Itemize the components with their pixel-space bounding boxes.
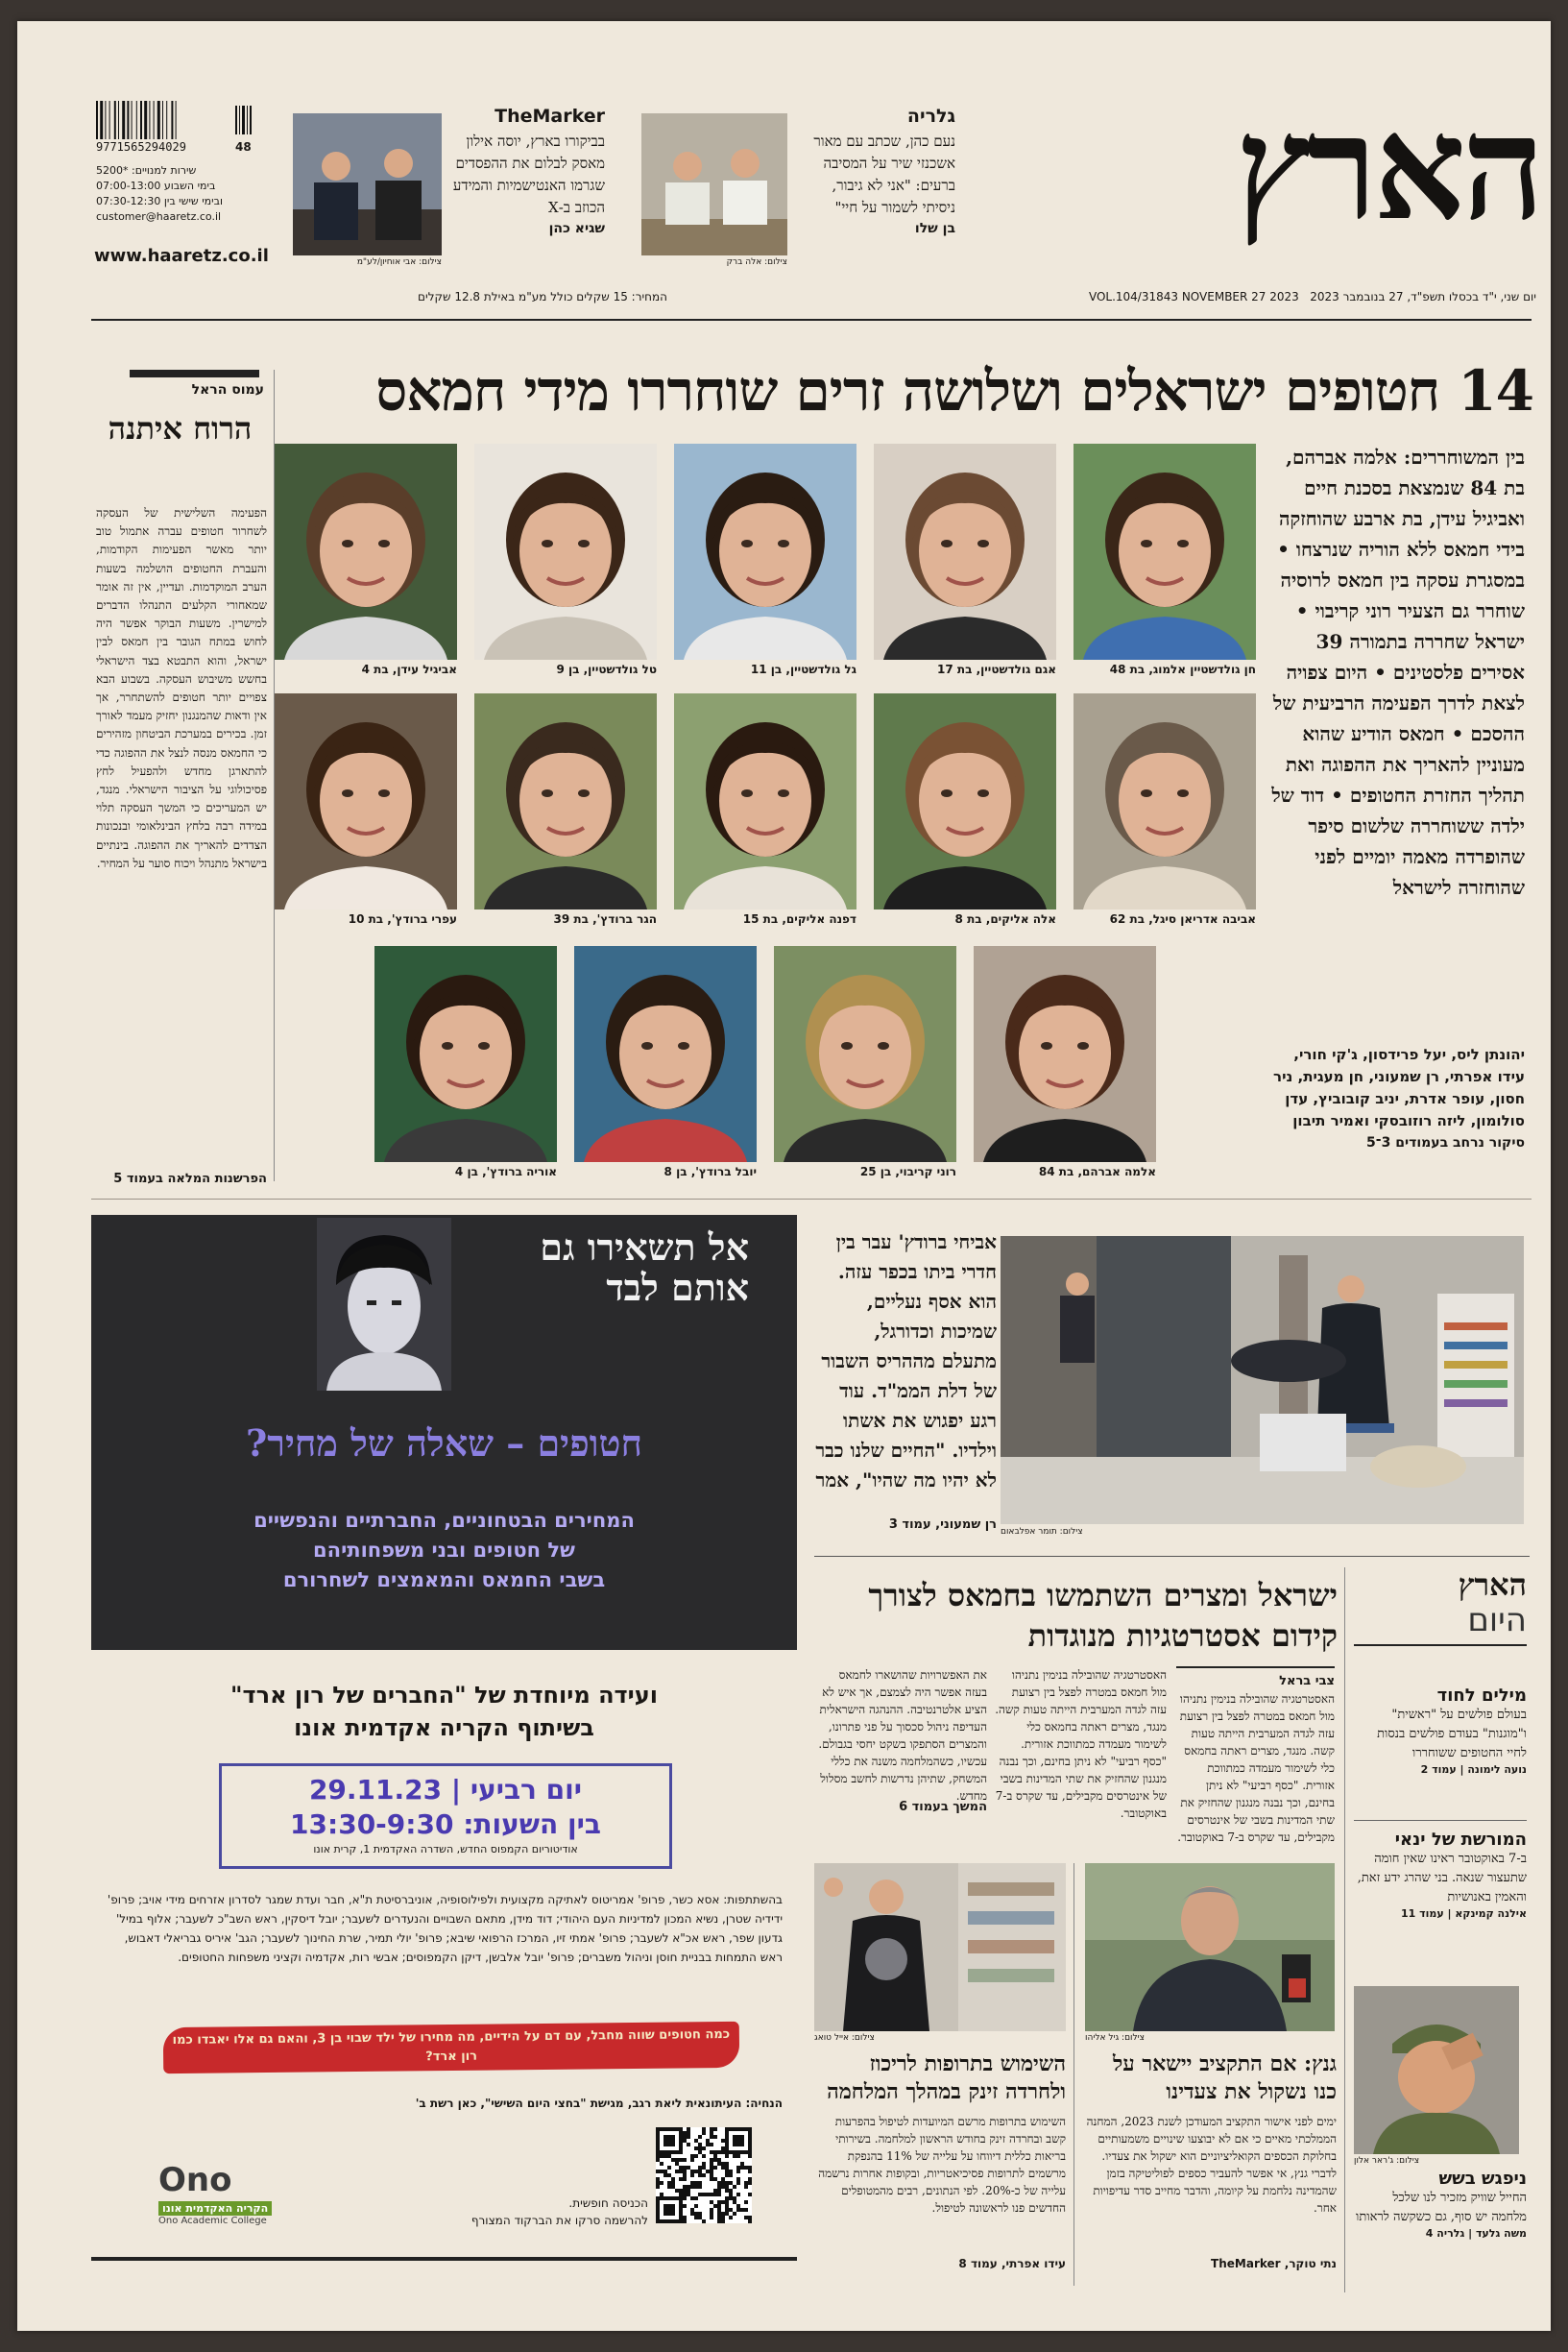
hostage-portrait [374, 946, 557, 1162]
ad-subtitle-line: בשבי החמאס והמאמצים לשחרורם [282, 1568, 606, 1591]
gallery-credit: צילום: אלה ברק [726, 257, 787, 267]
themarker-text: בביקורו בארץ, יוסה אילון מאסק לבלום את ההפסדים שגרמו האנטישמיות והמידע הכוזב ב-X [452, 133, 605, 216]
logo-text: הארץ [1235, 84, 1541, 253]
ritalin-text: השימוש בתרופות מרשם המיועדות לטיפול בהפרעות קשב ובחרדה זינק בחודש הראשון למלחמה. בשירותי בריאות כללית דיווחו על עלייה של 11% בהנפקת מרשמים לתרופות פסיכיאטריות, ובקופות אחרות נרשמה עלייה של כ-20%. לפי הנתונים, רבים מהמטופלים החדשים פנו לראשונה לטיפול. [818, 2115, 1066, 2215]
hostage-portrait [674, 444, 856, 660]
hostage-portrait [275, 444, 457, 660]
today-item-text: ב-7 באוקטובר ראינו שאין חומה שתעצור שנאה. בני שהרג ידע זאת, והאמין באנושיות [1357, 1852, 1527, 1904]
gantz-photo [1085, 1863, 1335, 2031]
today-item-title: מילים לחוד [1436, 1685, 1527, 1706]
barcode-icon [96, 101, 230, 139]
ad-red-banner [163, 2022, 739, 2073]
today-divider [1354, 1820, 1527, 1821]
ono-logo-english: Ono Academic College [158, 2216, 267, 2226]
lead-more[interactable]: סיקור נרחב בעמודים 3־5 [1366, 1135, 1525, 1151]
feature-photo [1001, 1236, 1524, 1524]
masthead-logo [1003, 84, 1541, 253]
hostage-portrait [674, 693, 856, 909]
service-line: בימי השבוע 07:00-13:00 [96, 180, 216, 192]
lead-credits: יהונתן ליס, יעל פרידסון, ג'קי חורי, עידו אפרתי, רן שמעוני, חן מעגית, ניר חסון, עופר אדרת, יניב קובוביץ, עדן סולומון, ליזה רוזובסקי ואמיר תיבון [1273, 1046, 1525, 1129]
today-brand-top: הארץ [1458, 1566, 1527, 1603]
portrait-caption: יובל ברודץ', בן 8 [663, 1165, 757, 1178]
portrait-caption: גל גולדשטיין, בן 11 [750, 663, 856, 676]
hostage-portrait [574, 946, 757, 1162]
dateline-row [970, 290, 1536, 303]
feature-text: אביחי ברודץ' עבר בין חדרי ביתו בכפר עזה. הוא אסף נעליים, שמיכות וכדורגל, מתעלם מההריס השבור של דלת הממ"ד. עוד רגע יפגוש את אשתו וילדיו. "החיים שלנו כבר לא יהיו מה שהיו", אמר [815, 1230, 997, 1491]
ad-event [91, 1679, 797, 1744]
ad-banner-text: כמה חטופים שווה מחבל, עם דם על הידיים, מה מחירו של ילד שבוי בן 3, והאם גם אלו יאבדו כמו רון ארד? [172, 2026, 731, 2065]
today-item[interactable] [1354, 1685, 1527, 1776]
portrait-caption: חן גולדשטיין אלמוג, בת 48 [1109, 663, 1256, 676]
today-item-author: משה גלעד | גלריה 4 [1425, 2227, 1527, 2240]
ono-logo [158, 2163, 302, 2226]
hostage-portrait [275, 693, 457, 909]
ritalin-photo-credit: צילום: אייל טואג [814, 2033, 875, 2043]
portrait-caption: אלה אליקים, בת 8 [954, 912, 1056, 926]
ad-subtitle-line: המחירים הבטחוניים, החברתיים והנפשיים [253, 1509, 635, 1532]
ad-registration-text: להרשמה סרקו את הברקוד המצורף [470, 2214, 648, 2227]
qr-code[interactable] [656, 2127, 752, 2223]
today-item-author: אילנה קמינקא | עמוד 11 [1400, 1907, 1527, 1920]
ad-subtitle-line: של חטופים ובני משפחותיהם [313, 1539, 575, 1562]
themarker-author: שגיא כהן [548, 221, 605, 236]
ad-moderator: הנחיה: העיתונאית ליאת רגב, מגישת "בחצי היום השישי", כאן רשת ב' [415, 2097, 783, 2110]
portrait-caption: אוריה ברודץ', בן 4 [454, 1165, 557, 1178]
today-photo-credit: צילום: ג'ראר אלון [1354, 2156, 1420, 2166]
gallery-text: נעם כהן, שכתב עם מאור אשכנזי שיר על המסיבה ברעים: "אני לא גיבור, ניסיתי לשמור על חיי" [813, 133, 955, 216]
gantz-text: ימים לפני אישור התקציב המעודכן לשנת 2023, המחנה הממלכתי מאיים כי אם לא יבוצעו שינויים משמעותיים בחלוקת הכספים הקואליציוניים הוא ישקול את צעדיו. לדברי גנץ, אי אפשר להעביר כספים לפוליטיקה בזמן שהמדינה נלחמת על קיומה, והדבר מחייב סדר עדיפויות אחר. [1086, 2115, 1337, 2215]
price: המחיר: 15 שקלים כולל מע"מ באילת 12.8 שקלים [418, 290, 667, 303]
today-brand-bottom: היום [1467, 1601, 1527, 1639]
service-line: customer@haaretz.co.il [96, 210, 222, 223]
ono-logo-hebrew: הקריה האקדמית אונו [158, 2201, 272, 2216]
lead-headline[interactable]: 14 חטופים ישראלים ושלושה זרים שוחררו מידי חמאס [375, 358, 1533, 424]
ad-event-line: ועידה מיוחדת של "החברים של רון ארד" [230, 1682, 658, 1709]
portrait-caption: רוני קריבוי, בן 25 [859, 1165, 956, 1178]
themarker-teaser[interactable] [451, 106, 605, 236]
volume-number: VOL.104/31843 NOVEMBER 27 2023 [1088, 290, 1299, 303]
today-item-text: החייל שוויק מזכיר לנו שלכל מלחמה יש סוף, גם כשקשה לראותו [1356, 2191, 1527, 2224]
strategy-text-left: את האפשרויות שהושארו לחמאס בעזה אפשר היה לצמצם, אך איש לא הציע אלטרנטיבה. ההנהגה הישראלית העדיפה ניהול סכסוך על פני פתרונו, והמצרים הסתפקו בשקט יחסי בגבולם. עכשיו, כשהמלחמה משנה את כללי המשחק, שתיהן נדרשות לחשב מסלול מחדש. [818, 1668, 987, 1803]
ad-title: חטופים – שאלה של מחיר? [246, 1421, 642, 1465]
ad-portrait-illustration [317, 1218, 451, 1391]
today-item-author: נועה לימונה | עמוד 2 [1420, 1763, 1527, 1776]
ad-venue: אודיטוריום הקמפוס החדש, השדרה האקדמית 1, קרית אונו [313, 1843, 578, 1855]
themarker-kicker: TheMarker [495, 106, 605, 127]
gallery-author: בן שלו [914, 221, 955, 236]
lead-body: בין המשוחררים: אלמה אברהם, בת 84 שנמצאת בסכנת חיים ואביגיל עידן, בת ארבע שהוחזקה בידי חמאס ללא הוריה שנרצחו • במסגרת עסקה בין חמאס לרוסיה שוחרר גם הצעיר רוני קריבוי • ישראל שחררה בתמורה 39 אסירים פלסטינים • היום צפויה לצאת לדרך הפעימה הרביעית של ההסכם • חמאס הודיע שהוא מעוניין להאריך את ההפוגה ואת תהליך החזרת החטופים • דוד של ילדה ששוחררה שלשום סיפר שהופרדה מאמה יומיים לפני שהוחזרה לישראל [1271, 446, 1525, 899]
ad-slogan: אל תשאירו גם אותם לבד [540, 1225, 749, 1309]
ad-event-line: בשיתוף הקריה אקדמית אונו [294, 1714, 594, 1741]
hostage-portrait [774, 946, 956, 1162]
strategy-text-middle: האסטרטגיה שהובילה בנימין נתניהו מול חמאס במטרה לפצל בין רצועת עזה לגדה המערבית הייתה טעות קשה. מנגד, מצרים ראתה בחמאס כלי לשימור מעמדה כמתווכת אזורית. "כסף רביעי" לא ניתן בחינם, וכך נבנה מנגנון שהחזיק את שתי המדינות בשבי של אינטרסים מקבילים, עד שקרס ב-7 באוקטובר. [995, 1668, 1167, 1820]
today-item[interactable] [1354, 2169, 1527, 2240]
feature-author[interactable]: רן שמעוני, עמוד 3 [888, 1517, 997, 1532]
column-more[interactable]: הפרשנות המלאה בעמוד 5 [113, 1172, 267, 1186]
hostage-portrait [474, 693, 657, 909]
strategy-author: צבי בראל [1176, 1666, 1335, 1688]
portrait-caption: אגם גולדשטיין, בת 17 [937, 663, 1056, 676]
service-line: שירות למנויים: *5200 [96, 164, 197, 177]
hostage-portrait [974, 946, 1156, 1162]
mini-barcode [235, 106, 254, 134]
today-item-title: ניפגש בשש [1438, 2169, 1527, 2189]
themarker-credit: צילום: אבי אוחיון/לע"מ [356, 257, 442, 267]
strategy-more[interactable]: המשך בעמוד 6 [899, 1800, 987, 1814]
portrait-caption: טל גולדשטיין, בן 9 [556, 663, 657, 676]
portrait-caption: אביבה אדריאן סיגל, בת 62 [1109, 912, 1256, 926]
ad-free-entry: הכניסה חופשית. [568, 2196, 648, 2210]
ritalin-photo [814, 1863, 1066, 2031]
column-author: עמוס הראל [191, 382, 264, 398]
fold-line [91, 1199, 1532, 1200]
column-bar [130, 370, 259, 377]
barcode-number: 9771565294029 [96, 140, 186, 154]
hostage-portrait [874, 444, 1056, 660]
qr-code-icon [656, 2127, 752, 2223]
strategy-text-right: האסטרטגיה שהובילה בנימין נתניהו מול חמאס במטרה לפצל בין רצועת עזה לגדה המערבית הייתה טעות קשה. מנגד, מצרים ראתה בחמאס כלי לשימור מעמדה כמתווכת אזורית. "כסף רביעי" לא ניתן בחינם, וכך נבנה מנגנון שהחזיק את שתי המדינות בשבי של אינטרסים מקבילים, עד שקרס ב-7 באוקטובר. [1177, 1692, 1335, 1844]
gantz-author: נתי טוקר, TheMarker [1211, 2257, 1337, 2270]
portrait-caption: אלמה אברהם, בת 84 [1038, 1165, 1156, 1178]
ad-registration [403, 2194, 648, 2229]
service-line: ובימי שישי בין 07:30-12:30 [96, 195, 223, 207]
today-item[interactable] [1354, 1830, 1527, 1920]
column-title[interactable]: הרוח איתנה [108, 410, 253, 447]
portrait-caption: דפנה אליקים, בת 15 [742, 912, 856, 926]
ad-subtitle [91, 1506, 797, 1595]
hostage-portrait [874, 693, 1056, 909]
ritalin-headline[interactable]: השימוש בתרופות לריכוז ולחרדה זינק במהלך המלחמה [827, 2051, 1066, 2104]
hostage-portrait [1073, 444, 1256, 660]
website-link[interactable]: www.haaretz.co.il [94, 246, 269, 266]
column-divider [274, 370, 275, 1181]
section-rule [814, 1556, 1530, 1557]
portrait-caption: הגר ברודץ', בת 39 [553, 912, 657, 926]
strategy-headline[interactable]: ישראל ומצרים השתמשו בחמאס לצורך קידום אסטרטגיות מנוגדות [868, 1577, 1338, 1654]
gallery-photo [641, 113, 787, 255]
column-body: הפעימה השלישית של העסקה לשחרור חטופים עברה אתמול טוב יותר מאשר הפעימות הקודמות, והעברת החטופים הושלמה בשעות הערב המוקדמות. ועדיין, אין זה אומר שמאחורי הקלעים התנהלו הדברים למישרין. משעות הבוקר אפשר היה לחוש במתח הגובר בין חמאס לבין ישראל, והוא התבטא בצד הישראלי בחשש משיבוש העסקה. בשבוע הבא צפויים יותר חטופים להשתחרר, אך אין ודאות שהמנגנון יחזיק מעמד לאורך זמן. בכירים במערכת הביטחון מזהירים כי החמאס מנסה לנצל את ההפוגה כדי להתארגן מחדש ולהפעיל לחץ פסיכולוגי על הציבור הישראלי. מנגד, יש המעריכים כי המשך העסקה תלוי במידה רבה בלחץ הבינלאומי ובנכונות הצדדים להאריך את ההפוגה. בינתיים בישראל מתנהל ויכוח סוער על המחיר. [96, 506, 267, 870]
hostage-portrait [474, 444, 657, 660]
today-column-divider [1344, 1567, 1345, 2292]
today-item-text: בעולם פולשים על "ראשית" ו"מוגנות" בעודם פולשים בנסות לחיי החטופים ששוחררו [1377, 1708, 1527, 1760]
gantz-headline[interactable]: גנץ: אם התקציב יישאר על כנו נשקול את צעדינו [1112, 2051, 1337, 2104]
today-brand [1354, 1567, 1527, 1646]
themarker-photo [293, 113, 442, 255]
bottom-divider [1073, 1863, 1074, 2286]
hostage-portrait [1073, 693, 1256, 909]
dateline: יום שני, י"ד בכסלו תשפ"ד, 27 בנובמבר 2023 [1310, 290, 1536, 303]
portrait-caption: עפרי ברודץ', בת 10 [348, 912, 457, 926]
gallery-kicker: גלריה [906, 106, 955, 127]
today-photo-schweik [1354, 1986, 1519, 2154]
issue-number: 48 [235, 140, 252, 154]
gantz-photo-credit: צילום: גיל אליהו [1085, 2033, 1145, 2043]
ad-bottom-rule [91, 2257, 797, 2261]
ad-participants: בהשתתפות: אסא כשר, פרופ' אמריטוס לאתיקה מקצועית ולפילוסופיה, אוניברסיטת ת"א, חבר ועדת שמגר לסדרון אזרחים מידי אויב; פרופ' ידידיה שטרן, נשיא המכון למדיניות העם היהודי; דוד מידן, מתאם השבויים והנעדרים לשעבר; יובל דיסקין, ראש השב"כ לשעבר; אלוף במיל' גדעון שפר, ראש אכ"א לשעבר; פרופ' אמתי זיו, המרכז הרפואי שיבא; פרופ' יולי תמיר, שרת החינוך לשעבר; הגב' איריס גבריאלי דאבוש, ראש התמחות בבניית חוסן וניהול משברים; פרופ' יובל אלבשן, דיקן הקמפוסים; אבשי רות, אקדמיה וקציני משפחות החטופים. [107, 1893, 783, 1964]
ad-date: יום רביעי | 29.11.23 [308, 1774, 583, 1806]
ad-date-box [219, 1763, 672, 1869]
gallery-teaser[interactable] [797, 106, 955, 236]
today-item-title: המורשת של ינאי [1394, 1830, 1527, 1850]
masthead-rule [91, 319, 1532, 321]
service-info [96, 163, 278, 225]
barcode [96, 101, 230, 139]
ad-time: בין השעות: 13:30-9:30 [290, 1808, 601, 1840]
ono-logo-text: Ono [158, 2161, 232, 2199]
ritalin-author: עידו אפרתי, עמוד 8 [958, 2257, 1066, 2270]
feature-photo-credit: צילום: תומר אפלבאום [1001, 1527, 1083, 1537]
portrait-caption: אביגיל עידן, בת 4 [361, 663, 457, 676]
